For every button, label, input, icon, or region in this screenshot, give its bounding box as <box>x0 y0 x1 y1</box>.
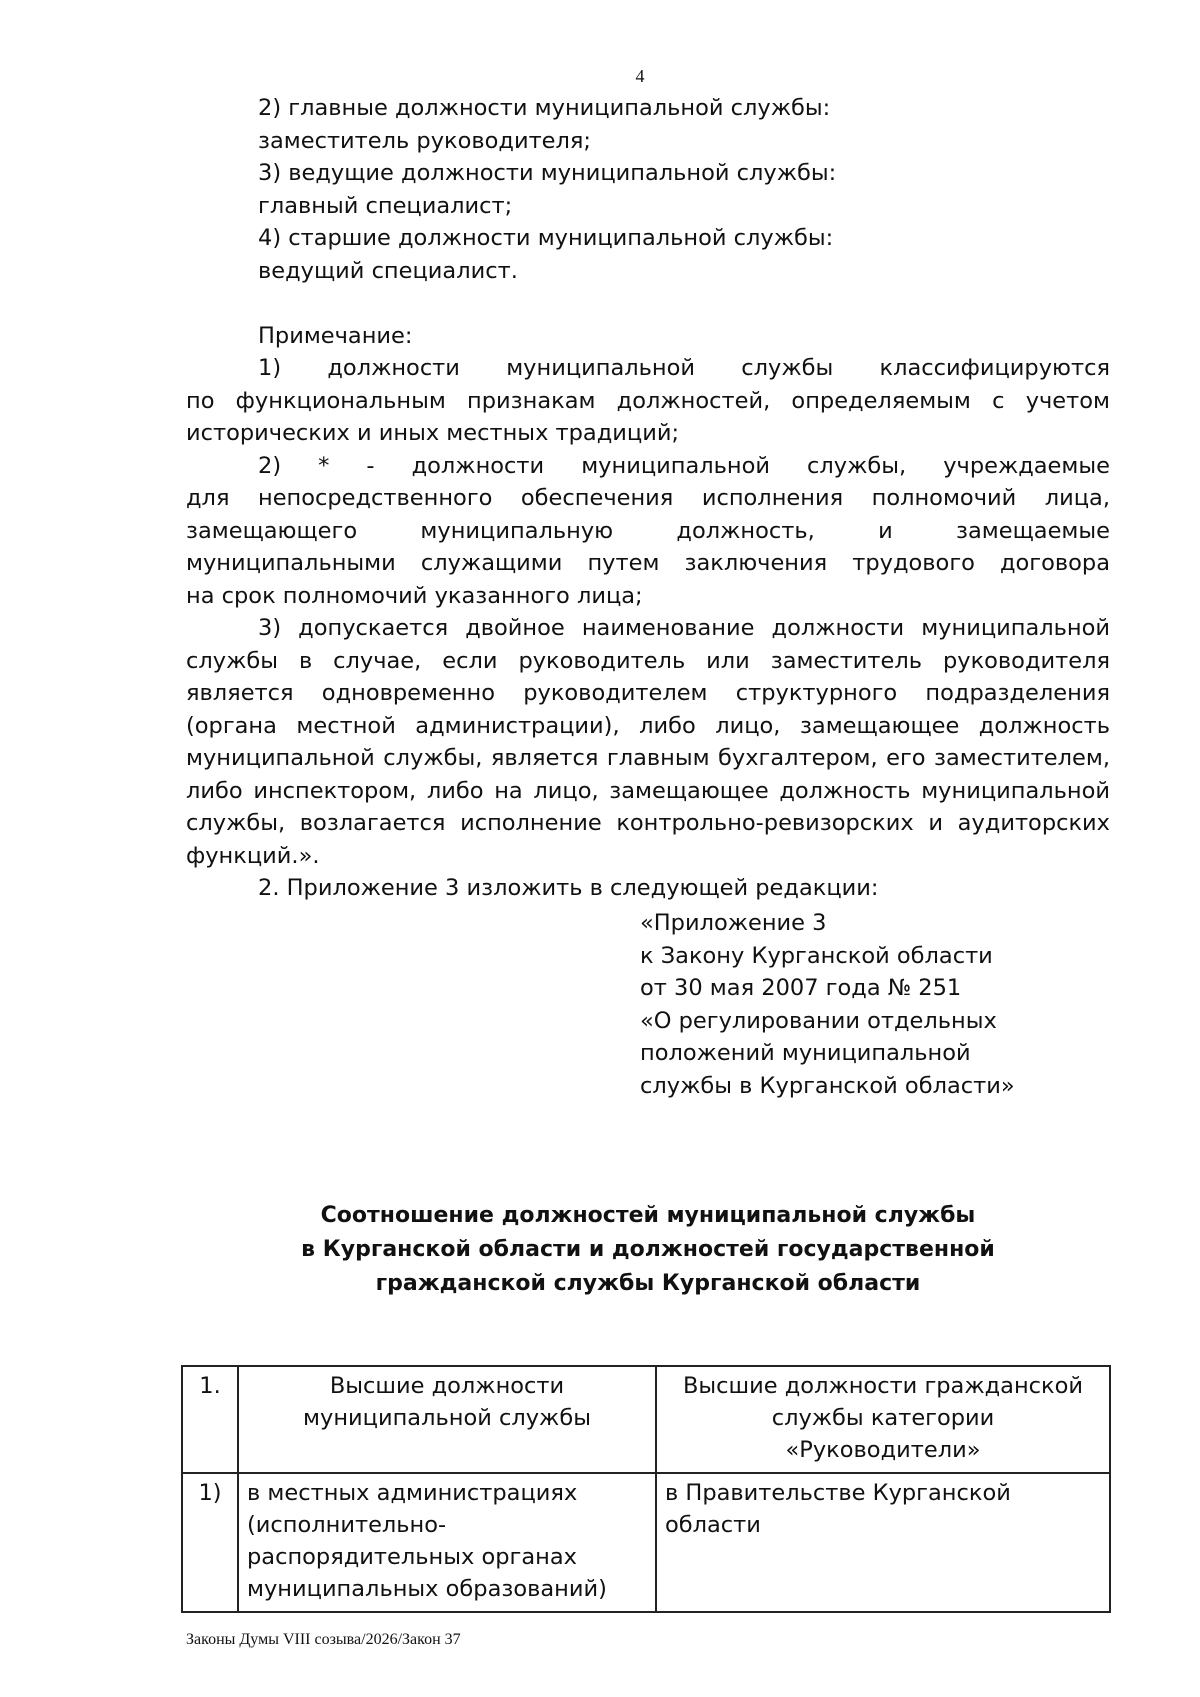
document-title <box>186 1199 1110 1301</box>
cell-line: (исполнительно- <box>247 1512 447 1538</box>
title-line: гражданской службы Курганской области <box>375 1271 921 1296</box>
note-2-line: 2) * - должности муниципальной службы, учреждаемые <box>258 452 1110 479</box>
note-2-line: муниципальными служащими путем заключения трудового договора <box>186 550 1110 576</box>
text-line: заместитель руководителя; <box>258 127 592 154</box>
row-number: 1) <box>182 1473 238 1612</box>
appendix-line: положений муниципальной <box>640 1040 971 1066</box>
note-1-line: 1) должности муниципальной службы классифицируются <box>258 355 1110 381</box>
table-row <box>182 1366 1110 1473</box>
positions-table <box>181 1365 1111 1613</box>
municipal-column-cell <box>238 1366 656 1473</box>
note-2-line: замещающего муниципальную должность, и замещаемые <box>186 517 1110 544</box>
row-number: 1. <box>182 1366 238 1473</box>
note-3-line: функций.». <box>186 842 320 869</box>
note-title: Примечание: <box>258 322 413 349</box>
cell-line: распорядительных органах <box>247 1544 577 1570</box>
note-3-line: (органа местной администрации), либо лицо, замещающее должность <box>186 712 1110 739</box>
text-line: 4) старшие должности муниципальной службы: <box>258 225 834 251</box>
cell-line: службы категории <box>771 1405 995 1431</box>
appendix-line: к Закону Курганской области <box>640 942 993 969</box>
cell-line: муниципальной службы <box>303 1405 591 1431</box>
note-2-line: на срок полномочий указанного лица; <box>186 582 643 609</box>
note-1-line: по функциональным признакам должностей, определяемым с учетом <box>186 387 1110 414</box>
note-3-line: службы, возлагается исполнение контрольно-ревизорских и аудиторских <box>186 810 1110 836</box>
cell-line: в Правительстве Курганской <box>665 1480 1011 1506</box>
state-column-cell <box>656 1473 1110 1612</box>
appendix-line: от 30 мая 2007 года № 251 <box>640 975 962 1001</box>
appendix-line: «О регулировании отдельных <box>640 1007 997 1034</box>
cell-line: Высшие должности гражданской <box>682 1373 1084 1399</box>
municipal-column-cell <box>238 1473 656 1612</box>
table-row <box>182 1473 1110 1612</box>
footer-reference: Законы Думы VIII созыва/2026/Закон 37 <box>186 1631 461 1648</box>
item-2: 2. Приложение 3 изложить в следующей редакции: <box>258 875 879 901</box>
title-line: в Курганской области и должностей государственной <box>301 1237 995 1262</box>
appendix-line: «Приложение 3 <box>640 910 827 936</box>
note-3-line: является одновременно руководителем структурного подразделения <box>186 680 1110 706</box>
document-body <box>186 92 1110 905</box>
cell-line: муниципальных образований) <box>247 1576 607 1602</box>
note-3-line: либо инспектором, либо на лицо, замещающее должность муниципальной <box>186 777 1110 804</box>
text-line: главный специалист; <box>258 192 513 219</box>
cell-line: Высшие должности <box>329 1373 565 1399</box>
text-line: ведущий специалист. <box>258 257 518 284</box>
note-3-line: службы в случае, если руководитель или заместитель руководителя <box>186 647 1110 674</box>
cell-line: «Руководители» <box>785 1437 981 1463</box>
appendix-header <box>640 907 1015 1102</box>
note-3-line: муниципальной службы, является главным бухгалтером, его заместителем, <box>186 745 1110 771</box>
note-1-line: исторических и иных местных традиций; <box>186 420 680 446</box>
title-line: Соотношение должностей муниципальной службы <box>320 1203 976 1228</box>
text-line: 3) ведущие должности муниципальной службы: <box>258 160 837 186</box>
note-2-line: для непосредственного обеспечения исполнения полномочий лица, <box>186 485 1110 511</box>
appendix-line: службы в Курганской области» <box>640 1072 1015 1099</box>
cell-line: в местных администрациях <box>247 1480 578 1506</box>
page-number: 4 <box>635 66 645 86</box>
note-3-line: 3) допускается двойное наименование должности муниципальной <box>258 615 1110 641</box>
cell-line: области <box>665 1512 761 1538</box>
state-column-cell <box>656 1366 1110 1473</box>
text-line: 2) главные должности муниципальной службы: <box>258 95 831 121</box>
